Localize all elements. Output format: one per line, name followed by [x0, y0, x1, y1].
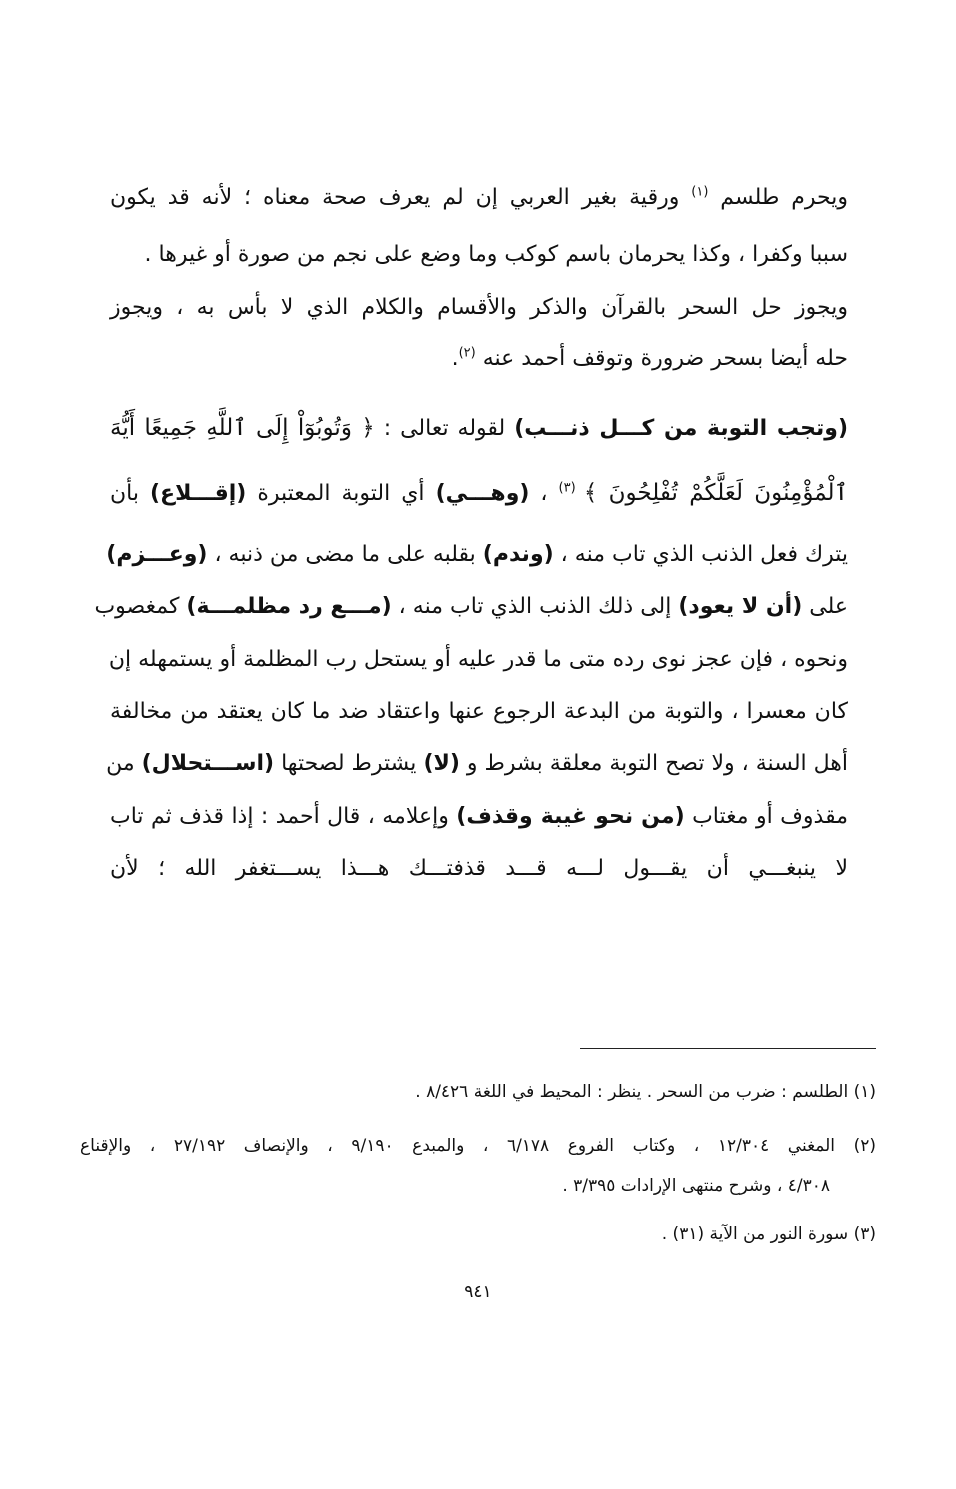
body-line-5 — [110, 413, 848, 444]
footnote-separator — [580, 1048, 876, 1049]
text-segment: بأن — [110, 481, 150, 506]
body-line-6 — [110, 478, 848, 509]
matn-bold-text: (اســـتحلال) — [141, 751, 275, 776]
page-number: ٩٤١ — [464, 1282, 492, 1302]
text-segment: إلى ذلك الذنب الذي تاب منه ، — [391, 594, 679, 619]
footnote-ref-3[interactable]: (٣) — [558, 480, 584, 496]
footnote-2-line-1: (٢) المغني ١٢/٣٠٤ ، وكتاب الفروع ٦/١٧٨ ، والمبدع ٩/١٩٠ ، والإنصاف ٢٧/١٩٢ ، والإقناع — [80, 1136, 876, 1156]
text-segment: أي التوبة المعتبرة — [246, 481, 436, 506]
footnote-1: (١) الطلسم : ضرب من السحر . ينظر : المحيط في اللغة ٨/٤٢٦ . — [415, 1082, 876, 1102]
matn-bold-text: (أن لا يعود) — [678, 594, 803, 619]
matn-bold-text: (إقـــلاع) — [150, 481, 247, 506]
footnote-3: (٣) سورة النور من الآية (٣١) . — [661, 1224, 876, 1244]
footnote-ref-2[interactable]: (٢) — [458, 345, 476, 361]
matn-bold-text: (لا) — [423, 751, 460, 776]
body-line-11 — [106, 749, 848, 779]
text-segment: حله أيضا بسحر ضرورة وتوقف أحمد عنه — [475, 346, 848, 371]
body-line-8 — [94, 592, 848, 622]
body-line-4 — [110, 344, 848, 374]
text-segment: ويحرم طلسم — [708, 185, 848, 210]
body-line-9: ونحوه ، فإن عجز نوى رده متى ما قدر عليه أو يستحل رب المظلمة أو يستمهله إن — [108, 647, 848, 672]
matn-bold-text: (مـــع رد مظلمـــة) — [186, 594, 392, 619]
body-line-7 — [106, 540, 848, 570]
matn-bold-text: (وتجب التوبة من كـــل ذنـــب) — [514, 416, 848, 441]
body-line-3: ويجوز حل السحر بالقرآن والذكر والأقسام والكلام الذي لا بأس به ، ويجوز — [110, 295, 848, 320]
text-segment: ، — [529, 481, 559, 506]
text-segment: لقوله تعالى : — [374, 416, 515, 441]
quran-verse-text: ٱلْمُؤْمِنُونَ لَعَلَّكُمْ تُفْلِحُونَ ﴾ — [583, 480, 848, 506]
text-segment: وإعلامه ، قال أحمد : إذا قذف ثم تاب — [110, 804, 457, 829]
matn-bold-text: (من نحو غيبة وقذف) — [456, 804, 685, 829]
quran-verse-text: ﴿ وَتُوبُوٓاْ إِلَى ٱللَّهِ جَمِيعًا أَيُّهَ — [110, 415, 375, 441]
body-line-13: لا ينبغـــي أن يقـــول لـــه قـــد قذفتـــك هـــذا يســـتغفر الله ؛ لأن — [110, 856, 848, 881]
text-segment: أهل السنة ، ولا تصح التوبة معلقة بشرط و — [459, 751, 848, 776]
text-segment: مقذوف أو مغتاب — [684, 804, 849, 829]
matn-bold-text: (وندم) — [482, 542, 554, 567]
footnote-ref-1[interactable]: (١) — [691, 184, 709, 200]
body-line-1 — [110, 183, 848, 213]
matn-bold-text: (وعـــزم) — [106, 542, 208, 567]
matn-bold-text: (وهـــي) — [435, 481, 530, 506]
text-segment: يشترط لصحتها — [274, 751, 424, 776]
text-segment: كمغصوب — [94, 594, 187, 619]
text-segment: . — [451, 346, 459, 371]
text-segment: على — [802, 594, 848, 619]
body-line-12 — [110, 802, 848, 832]
text-segment: بقلبه على ما مضى من ذنبه ، — [207, 542, 483, 567]
text-segment: ورقية بغير العربي إن لم يعرف صحة معناه ؛ لأنه قد يكون — [110, 185, 692, 210]
body-line-2: سببا وكفرا ، وكذا يحرمان باسم كوكب وما وضع على نجم من صورة أو غيرها . — [144, 242, 848, 267]
text-segment: من — [106, 751, 142, 776]
body-line-10: كان معسرا ، والتوبة من البدعة الرجوع عنها واعتقاد ضد ما كان يعتقد من مخالفة — [110, 699, 848, 724]
text-segment: يترك فعل الذنب الذي تاب منه ، — [553, 542, 848, 567]
footnote-2-line-2: ٤/٣٠٨ ، وشرح منتهى الإرادات ٣/٣٩٥ . — [562, 1176, 830, 1196]
